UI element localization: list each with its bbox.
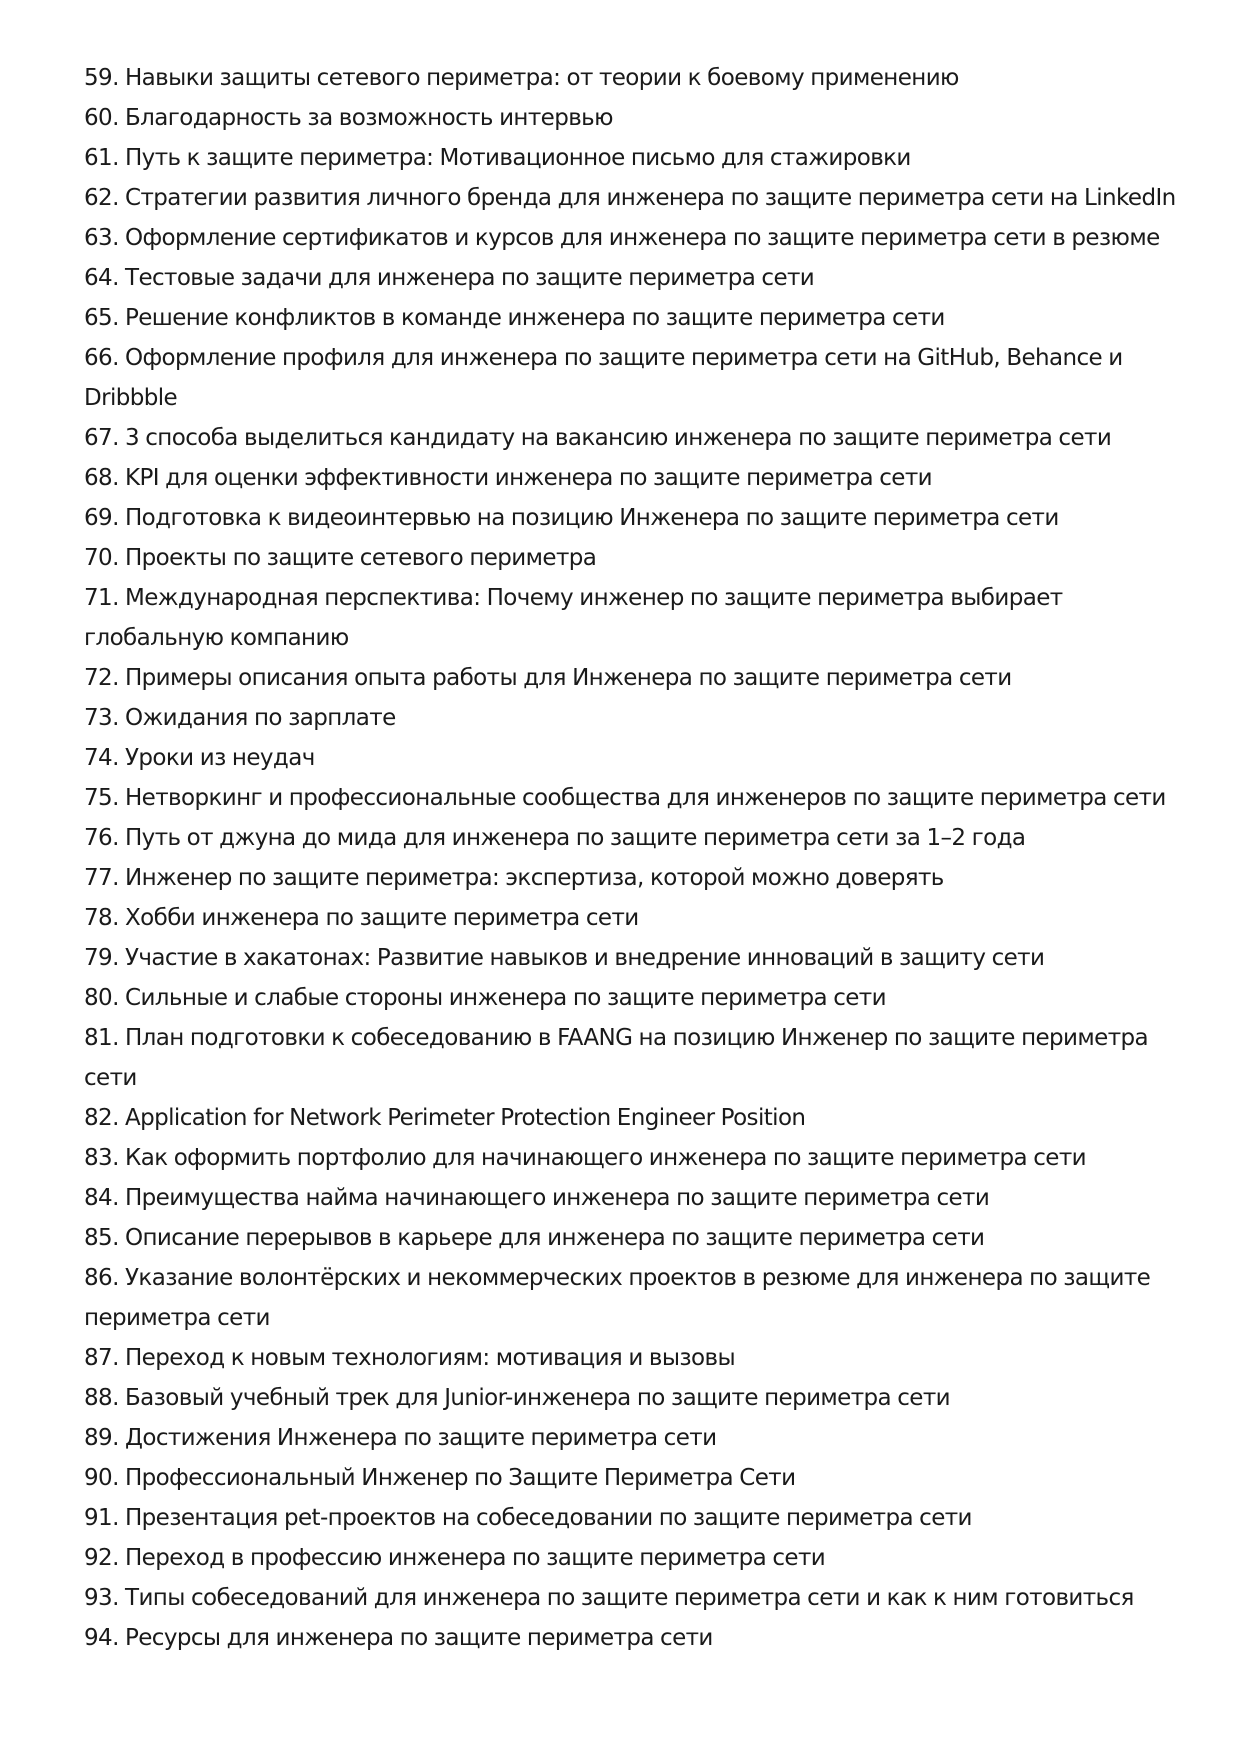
list-item: 85. Описание перерывов в карьере для инженера по защите периметра сети bbox=[84, 1225, 985, 1251]
list-item: 79. Участие в хакатонах: Развитие навыков и внедрение инноваций в защиту сети bbox=[84, 945, 1045, 971]
list-item: 68. KPI для оценки эффективности инженера по защите периметра сети bbox=[84, 465, 933, 491]
list-item: 83. Как оформить портфолио для начинающего инженера по защите периметра сети bbox=[84, 1145, 1086, 1171]
list-item: 76. Путь от джуна до мида для инженера по защите периметра сети за 1–2 года bbox=[84, 825, 1026, 851]
list-item: 94. Ресурсы для инженера по защите периметра сети bbox=[84, 1625, 713, 1651]
list-item: 93. Типы собеседований для инженера по защите периметра сети и как к ним готовиться bbox=[84, 1585, 1134, 1611]
list-item: 66. Оформление профиля для инженера по защите периметра сети на GitHub, Behance и Dribbble bbox=[84, 345, 1123, 411]
list-item: 70. Проекты по защите сетевого периметра bbox=[84, 545, 597, 571]
document-page bbox=[84, 58, 1184, 1658]
list-item: 64. Тестовые задачи для инженера по защите периметра сети bbox=[84, 265, 815, 291]
list-item: 87. Переход к новым технологиям: мотивация и вызовы bbox=[84, 1345, 736, 1371]
list-item: 63. Оформление сертификатов и курсов для инженера по защите периметра сети в резюме bbox=[84, 225, 1160, 251]
list-item: 84. Преимущества найма начинающего инженера по защите периметра сети bbox=[84, 1185, 990, 1211]
list-item: 81. План подготовки к собеседованию в FAANG на позицию Инженер по защите периметра сети bbox=[84, 1025, 1148, 1091]
list-item: 62. Стратегии развития личного бренда для инженера по защите периметра сети на LinkedIn bbox=[84, 185, 1176, 211]
list-item: 69. Подготовка к видеоинтервью на позицию Инженера по защите периметра сети bbox=[84, 505, 1059, 531]
list-item: 82. Application for Network Perimeter Protection Engineer Position bbox=[84, 1105, 806, 1131]
list-item: 88. Базовый учебный трек для Junior-инженера по защите периметра сети bbox=[84, 1385, 950, 1411]
list-item: 75. Нетворкинг и профессиональные сообщества для инженеров по защите периметра сети bbox=[84, 785, 1166, 811]
list-item: 67. 3 способа выделиться кандидату на вакансию инженера по защите периметра сети bbox=[84, 425, 1112, 451]
list-item: 59. Навыки защиты сетевого периметра: от теории к боевому применению bbox=[84, 65, 959, 91]
list-item: 89. Достижения Инженера по защите периметра сети bbox=[84, 1425, 717, 1451]
list-item: 61. Путь к защите периметра: Мотивационное письмо для стажировки bbox=[84, 145, 911, 171]
list-item: 90. Профессиональный Инженер по Защите Периметра Сети bbox=[84, 1465, 796, 1491]
topic-list bbox=[84, 58, 1184, 1658]
list-item: 80. Сильные и слабые стороны инженера по защите периметра сети bbox=[84, 985, 886, 1011]
list-item: 74. Уроки из неудач bbox=[84, 745, 315, 771]
list-item: 86. Указание волонтёрских и некоммерческих проектов в резюме для инженера по защите периметра сети bbox=[84, 1265, 1151, 1331]
list-item: 91. Презентация pet-проектов на собеседовании по защите периметра сети bbox=[84, 1505, 972, 1531]
list-item: 77. Инженер по защите периметра: экспертиза, которой можно доверять bbox=[84, 865, 944, 891]
list-item: 92. Переход в профессию инженера по защите периметра сети bbox=[84, 1545, 826, 1571]
list-item: 60. Благодарность за возможность интервью bbox=[84, 105, 613, 131]
list-item: 78. Хобби инженера по защите периметра сети bbox=[84, 905, 639, 931]
list-item: 65. Решение конфликтов в команде инженера по защите периметра сети bbox=[84, 305, 945, 331]
list-item: 73. Ожидания по зарплате bbox=[84, 705, 396, 731]
list-item: 71. Международная перспектива: Почему инженер по защите периметра выбирает глобальную компанию bbox=[84, 585, 1063, 651]
list-item: 72. Примеры описания опыта работы для Инженера по защите периметра сети bbox=[84, 665, 1012, 691]
